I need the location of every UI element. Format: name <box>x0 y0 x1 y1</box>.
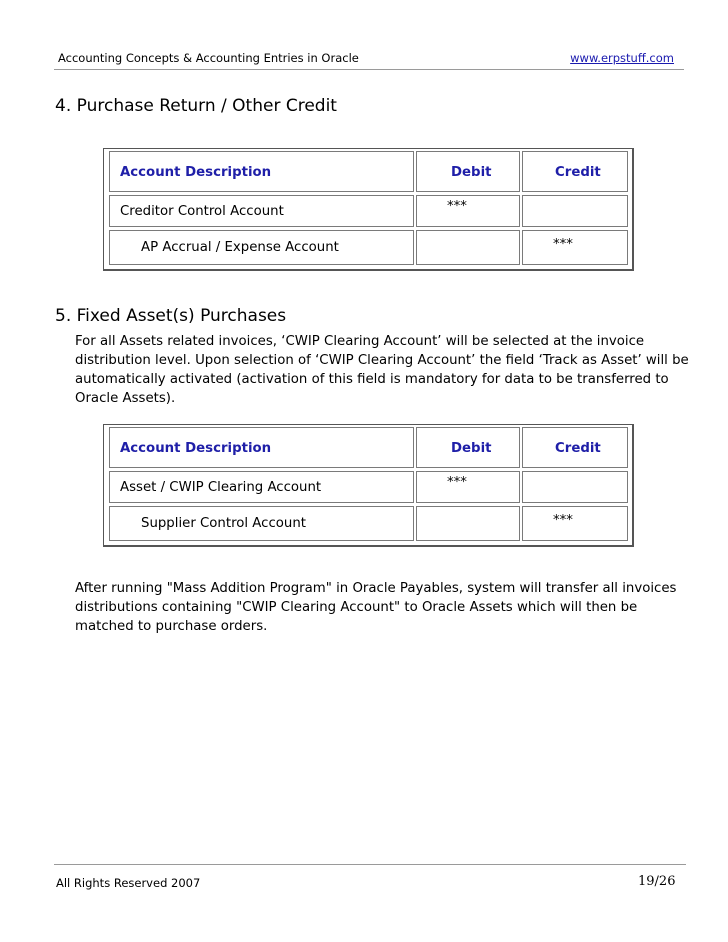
table-row-account: Supplier Control Account <box>109 506 414 541</box>
footer-divider <box>54 864 686 865</box>
page-header <box>54 49 684 70</box>
section-4-heading: 4. Purchase Return / Other Credit <box>55 96 337 116</box>
table-header-account-description: Account Description <box>109 427 414 468</box>
table-header-debit: Debit <box>416 427 520 468</box>
table-header-credit: Credit <box>522 427 628 468</box>
footer-rights: All Rights Reserved 2007 <box>56 876 201 890</box>
table-header-credit: Credit <box>522 151 628 192</box>
mass-addition-paragraph: After running "Mass Addition Program" in Oracle Payables, system will transfer all invoices distributions containing "CWIP Clearing Account" to Oracle Assets which will then be matched to purchase orders. <box>75 581 677 634</box>
table-row-credit: *** <box>522 506 628 541</box>
table-row-credit: *** <box>522 230 628 265</box>
table-header-account-description: Account Description <box>109 151 414 192</box>
table-row-account: AP Accrual / Expense Account <box>109 230 414 265</box>
table-row-debit <box>416 230 520 265</box>
section-5-heading: 5. Fixed Asset(s) Purchases <box>55 306 287 326</box>
page-number: 19/26 <box>638 874 676 889</box>
table-row-account: Creditor Control Account <box>109 195 414 227</box>
table-header-debit: Debit <box>416 151 520 192</box>
purchase-return-table <box>103 148 634 271</box>
table-row-account: Asset / CWIP Clearing Account <box>109 471 414 503</box>
header-website-link[interactable]: www.erpstuff.com <box>570 51 674 65</box>
table-row-debit: *** <box>416 471 520 503</box>
fixed-asset-table <box>103 424 634 547</box>
table-row-credit <box>522 195 628 227</box>
section-5-paragraph: For all Assets related invoices, ‘CWIP Clearing Account’ will be selected at the invoice distribution level. Upon selection of ‘CWIP Clearing Account’ the field ‘Track as Asset’ will be automatically activated (activation of this field is mandatory for data to be transferred to Oracle Assets). <box>75 334 689 406</box>
table-row-debit <box>416 506 520 541</box>
table-row-debit: *** <box>416 195 520 227</box>
table-row-credit <box>522 471 628 503</box>
header-title: Accounting Concepts & Accounting Entries in Oracle <box>58 51 359 65</box>
